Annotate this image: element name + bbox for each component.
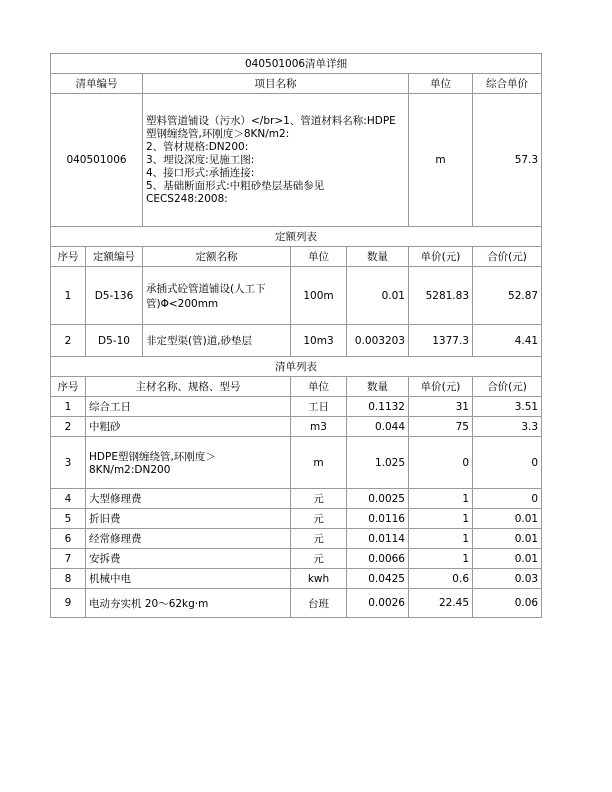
list-unit: 元 bbox=[291, 529, 347, 549]
list-price: 1 bbox=[409, 489, 473, 509]
list-seq: 9 bbox=[51, 589, 86, 618]
quota-qty: 0.01 bbox=[347, 267, 409, 325]
list-seq: 2 bbox=[51, 417, 86, 437]
header-price: 综合单价 bbox=[473, 74, 542, 94]
list-qty: 0.0114 bbox=[347, 529, 409, 549]
quota-price: 1377.3 bbox=[409, 325, 473, 357]
list-price: 31 bbox=[409, 397, 473, 417]
list-unit: 台班 bbox=[291, 589, 347, 618]
item-price: 57.3 bbox=[473, 94, 542, 227]
list-unit: kwh bbox=[291, 569, 347, 589]
item-code: 040501006 bbox=[51, 94, 143, 227]
list-unit: m3 bbox=[291, 417, 347, 437]
list-row bbox=[51, 569, 542, 589]
list-header-name: 主材名称、规格、型号 bbox=[86, 377, 291, 397]
quota-unit: 100m bbox=[291, 267, 347, 325]
list-qty: 0.044 bbox=[347, 417, 409, 437]
quota-seq: 1 bbox=[51, 267, 86, 325]
list-price: 0 bbox=[409, 437, 473, 489]
quota-row bbox=[51, 325, 542, 357]
list-qty: 1.025 bbox=[347, 437, 409, 489]
list-header-unit: 单位 bbox=[291, 377, 347, 397]
list-price: 22.45 bbox=[409, 589, 473, 618]
list-total: 0.01 bbox=[473, 509, 542, 529]
quota-name: 承插式砼管道铺设(人工下管)Φ<200mm bbox=[143, 267, 291, 325]
list-seq: 3 bbox=[51, 437, 86, 489]
list-total: 0.03 bbox=[473, 569, 542, 589]
list-name: 安拆费 bbox=[86, 549, 291, 569]
list-name: 经常修理费 bbox=[86, 529, 291, 549]
list-total: 0.06 bbox=[473, 589, 542, 618]
list-seq: 4 bbox=[51, 489, 86, 509]
list-qty: 0.1132 bbox=[347, 397, 409, 417]
list-qty: 0.0025 bbox=[347, 489, 409, 509]
quota-header-unit: 单位 bbox=[291, 247, 347, 267]
quota-header-qty: 数量 bbox=[347, 247, 409, 267]
list-name: 机械中电 bbox=[86, 569, 291, 589]
item-description bbox=[143, 94, 409, 227]
list-row bbox=[51, 489, 542, 509]
list-unit: 工日 bbox=[291, 397, 347, 417]
list-qty: 0.0116 bbox=[347, 509, 409, 529]
sheet-title: 040501006清单详细 bbox=[51, 54, 542, 74]
list-name: 电动夯实机 20～62kg·m bbox=[86, 589, 291, 618]
list-price: 1 bbox=[409, 509, 473, 529]
list-total: 0.01 bbox=[473, 529, 542, 549]
quota-seq: 2 bbox=[51, 325, 86, 357]
item-description-line: 塑料管道铺设（污水）</br>1、管道材料名称:HDPE塑钢缠绕管,环刚度＞8KN/m2: bbox=[146, 114, 396, 140]
header-name: 项目名称 bbox=[143, 74, 409, 94]
list-unit: 元 bbox=[291, 549, 347, 569]
list-row bbox=[51, 397, 542, 417]
list-row bbox=[51, 437, 542, 489]
quota-header-code: 定额编号 bbox=[86, 247, 143, 267]
quota-header-total: 合价(元) bbox=[473, 247, 542, 267]
list-price: 1 bbox=[409, 549, 473, 569]
quota-header-row bbox=[51, 247, 542, 267]
header-unit: 单位 bbox=[409, 74, 473, 94]
list-qty: 0.0066 bbox=[347, 549, 409, 569]
item-description-line: 3、埋设深度:见施工图: bbox=[146, 153, 255, 166]
list-seq: 6 bbox=[51, 529, 86, 549]
list-header-total: 合价(元) bbox=[473, 377, 542, 397]
list-total: 0 bbox=[473, 437, 542, 489]
list-price: 1 bbox=[409, 529, 473, 549]
quota-section-title: 定额列表 bbox=[51, 227, 542, 247]
item-description-line: 4、接口形式:承插连接: bbox=[146, 166, 255, 179]
list-total: 3.3 bbox=[473, 417, 542, 437]
header-code: 清单编号 bbox=[51, 74, 143, 94]
list-qty: 0.0026 bbox=[347, 589, 409, 618]
quota-code: D5-10 bbox=[86, 325, 143, 357]
quota-unit: 10m3 bbox=[291, 325, 347, 357]
list-qty: 0.0425 bbox=[347, 569, 409, 589]
list-seq: 8 bbox=[51, 569, 86, 589]
quota-header-name: 定额名称 bbox=[143, 247, 291, 267]
quota-qty: 0.003203 bbox=[347, 325, 409, 357]
list-row bbox=[51, 589, 542, 618]
list-row bbox=[51, 529, 542, 549]
quota-row bbox=[51, 267, 542, 325]
quota-code: D5-136 bbox=[86, 267, 143, 325]
item-description-line: 5、基础断面形式:中粗砂垫层基础参见CECS248:2008: bbox=[146, 179, 325, 205]
list-name: 折旧费 bbox=[86, 509, 291, 529]
quota-total: 52.87 bbox=[473, 267, 542, 325]
list-header-price: 单价(元) bbox=[409, 377, 473, 397]
list-name: 大型修理费 bbox=[86, 489, 291, 509]
quota-header-seq: 序号 bbox=[51, 247, 86, 267]
list-seq: 1 bbox=[51, 397, 86, 417]
list-price: 0.6 bbox=[409, 569, 473, 589]
quota-price: 5281.83 bbox=[409, 267, 473, 325]
list-unit: m bbox=[291, 437, 347, 489]
list-seq: 7 bbox=[51, 549, 86, 569]
list-total: 0 bbox=[473, 489, 542, 509]
bill-header-row bbox=[51, 74, 542, 94]
quota-total: 4.41 bbox=[473, 325, 542, 357]
list-header-row bbox=[51, 377, 542, 397]
list-row bbox=[51, 509, 542, 529]
list-price: 75 bbox=[409, 417, 473, 437]
list-unit: 元 bbox=[291, 489, 347, 509]
bill-detail-table bbox=[50, 53, 542, 618]
list-header-qty: 数量 bbox=[347, 377, 409, 397]
list-total: 0.01 bbox=[473, 549, 542, 569]
list-seq: 5 bbox=[51, 509, 86, 529]
list-row bbox=[51, 549, 542, 569]
item-description-line: 2、管材规格:DN200: bbox=[146, 140, 249, 153]
bill-item-row bbox=[51, 94, 542, 227]
list-header-seq: 序号 bbox=[51, 377, 86, 397]
list-name: 综合工日 bbox=[86, 397, 291, 417]
list-name: HDPE塑钢缠绕管,环刚度＞8KN/m2:DN200 bbox=[86, 437, 291, 489]
quota-name: 非定型渠(管)道,砂垫层 bbox=[143, 325, 291, 357]
list-row bbox=[51, 417, 542, 437]
list-unit: 元 bbox=[291, 509, 347, 529]
list-section-title: 清单列表 bbox=[51, 357, 542, 377]
list-name: 中粗砂 bbox=[86, 417, 291, 437]
list-total: 3.51 bbox=[473, 397, 542, 417]
quota-header-price: 单价(元) bbox=[409, 247, 473, 267]
item-unit: m bbox=[409, 94, 473, 227]
